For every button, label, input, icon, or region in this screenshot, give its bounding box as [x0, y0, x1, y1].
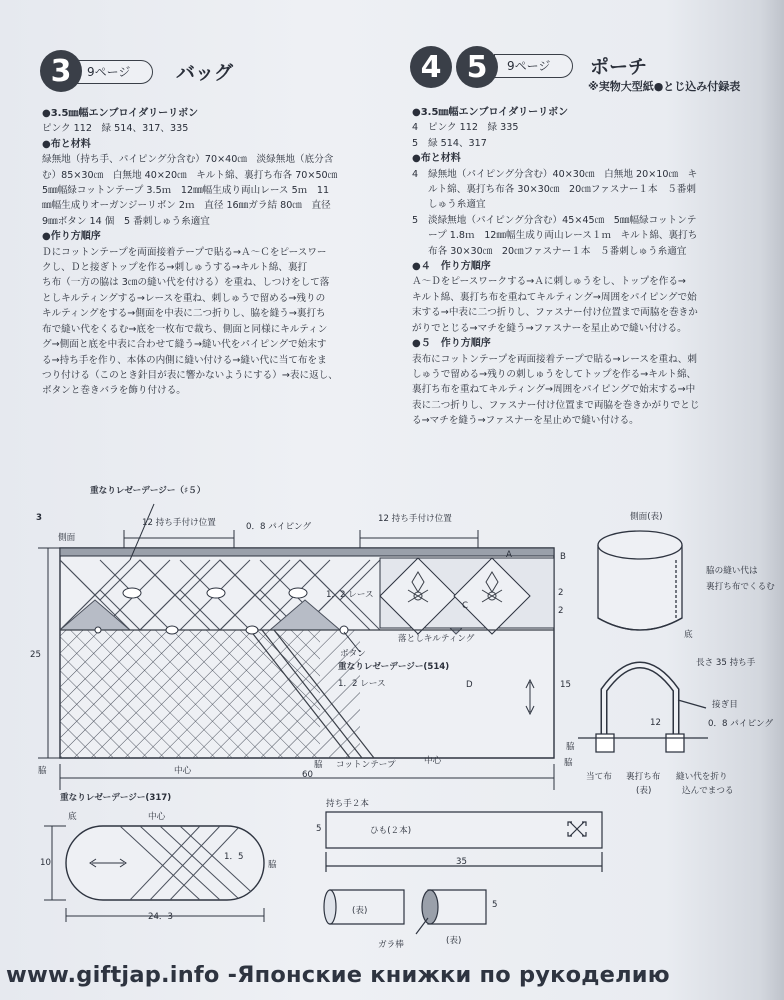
- left-ribbon-head: ●3.5㎜幅エンブロイダリーリボン: [42, 108, 199, 119]
- left-material-line: 緑無地（持ち手、パイピング分含む）70×40㎝ 淡緑無地（底分含: [42, 154, 334, 166]
- handle-len-label: 長さ 35 持ち手: [696, 658, 756, 668]
- seam-right: 脇: [564, 758, 573, 768]
- dim-5: 5: [316, 824, 322, 834]
- seam-mid: 脇: [314, 760, 323, 770]
- right-step5-line: しゅうで留める→残りの刺しゅうをしてトップを作る→キルト綿、: [412, 368, 697, 380]
- left-step-line: グ→側面と底を中表に合わせて縫う→縫い代をパイピングで始末す: [42, 339, 327, 351]
- left-step-line: 布で縫い代をくるむ→底を一枚布で裁ち、側面と同様にキルティン: [42, 323, 328, 335]
- left-step-line: としキルティングする→レースを重ね、刺しゅうで留める→残りの: [42, 292, 326, 304]
- handle-tubes: [324, 890, 486, 934]
- left-step-line: ち布（一方の脇は 3㎝の縫い代を付ける）を重ね、しつけをして落: [42, 277, 330, 289]
- fold-note-1: 縫い代を折り: [676, 772, 728, 782]
- left-step-line: クし、Ｄと接ぎトップを作る→刺しゅうする→キルト綿、裏打: [42, 262, 308, 274]
- tube-face-label: (表): [352, 906, 368, 916]
- dim-10: 10: [40, 858, 51, 868]
- dim-2b: 2: [558, 606, 564, 616]
- handle-title: 持ち手２本: [326, 799, 369, 809]
- left-steps-head: ●作り方順序: [42, 231, 101, 243]
- side-face-label: 側面(表): [630, 512, 663, 522]
- bottom-label: 底: [68, 812, 77, 822]
- patch-b-label: B: [560, 552, 566, 562]
- dim-5b: 5: [492, 900, 498, 910]
- right-step5-line: る→マチを縫う→ファスナーを星止めで縫い付ける。: [412, 415, 639, 427]
- right-step4-line: キルト綿、裏打ち布を重ねてキルティング→周囲をパイピングで始: [412, 291, 697, 303]
- row-line: 緑無地（パイピング分含む）40×30㎝ 白無地 20×10㎝ キ: [428, 168, 698, 180]
- right-title: ポーチ: [590, 56, 648, 78]
- right-step5-line: 裏打ち布を重ねてキルティング→周囲をパイピングで始末する→中: [412, 384, 696, 396]
- dim-35: 35: [456, 857, 467, 867]
- row-line: ルト綿、裏打ち布各 30×30㎝ 20㎝ファスナー１本 ５番刺: [428, 184, 696, 196]
- bottom-center-label: 中心: [148, 812, 166, 822]
- seam-right-sketch: 脇: [566, 742, 575, 752]
- cotton-tape-label: コットンテープ: [336, 760, 396, 770]
- left-material-line: 5㎜幅緑コットンテープ 3.5ｍ 12㎜幅生成り両山レース 5ｍ 11: [42, 185, 330, 197]
- bag-side-sketch: [578, 531, 708, 752]
- patch-a-label: A: [506, 550, 512, 560]
- left-step-line: ボタンと巻きバラを飾り付ける。: [42, 385, 186, 397]
- dim-243: 24．3: [148, 912, 173, 922]
- tube-face2-label: (表): [446, 936, 462, 946]
- row-line: 淡緑無地（パイピング分含む）45×45㎝ 5㎜幅緑コットンテ: [428, 214, 697, 226]
- left-step-line: つり付ける（このとき針目が表に響かないようにする）→表に返し、: [42, 369, 338, 381]
- joint-label: 接ぎ目: [712, 700, 738, 710]
- daisy-514-label: 重なりレゼーデージー(514): [338, 662, 450, 672]
- right-step5-line: 表に二つ折りし、ファスナー付け位置まで両脇を巻きかがりでとじ: [412, 399, 700, 411]
- right-steps4-head: ●４ 作り方順序: [412, 261, 491, 273]
- backing-label: 裏打ち布: [626, 772, 661, 782]
- right-page-ref: 9ページ: [494, 54, 573, 78]
- row-number: 4: [412, 168, 419, 180]
- watermark-footer: www.giftjap.info -Японские книжки по рукоделию: [6, 962, 670, 988]
- side-label: 側面: [58, 533, 76, 543]
- patch-c-label: C: [462, 601, 469, 611]
- fold-note-2: 込んでまつる: [682, 786, 734, 796]
- dim-60: 60: [302, 770, 313, 780]
- glass-rod-label: ガラ棒: [378, 940, 404, 950]
- bottom-right-label: 底: [684, 630, 693, 640]
- left-title: バッグ: [176, 62, 234, 84]
- left-step-line: Ｄにコットンテープを両面接着テープで貼る→Ａ～Ｃをピースワー: [42, 246, 327, 258]
- row-line: ープ 1.8ｍ 12㎜幅生成り両山レース１ｍ キルト綿、裏打ち: [428, 230, 698, 242]
- row-number: 4: [412, 122, 419, 134]
- right-step4-line: Ａ～Ｄをピースワークする→Ａに刺しゅうをし、トップを作る→: [412, 276, 686, 288]
- bottom-oval: [44, 826, 264, 922]
- dim-15: 15: [560, 680, 571, 690]
- left-number-badge: 3: [40, 50, 82, 92]
- seam-note-2: 裏打ち布でくるむ: [706, 582, 775, 592]
- seam-left: 脇: [38, 766, 47, 776]
- row-number: 5: [412, 137, 419, 149]
- right-subtitle: ※実物大型紙●とじ込み付録表: [588, 80, 741, 93]
- row-text: 緑 514、317: [428, 137, 487, 149]
- patch-d-label: D: [466, 680, 473, 690]
- piping-label: 0．8 パイピング: [246, 522, 312, 532]
- side-panel: [60, 548, 554, 758]
- left-material-line: 9㎜ボタン 14 個 5 番刺しゅう糸適宜: [42, 215, 210, 227]
- row-number: 5: [412, 214, 419, 226]
- left-materials-head: ●布と材料: [42, 138, 91, 150]
- right-number-badge-5: 5: [456, 46, 498, 88]
- handle-pos-right: 12 持ち手付け位置: [378, 514, 452, 524]
- drop-quilt-label: 落としキルティング: [398, 634, 475, 644]
- dim-15b: 1．5: [224, 852, 244, 862]
- right-materials-head: ●布と材料: [412, 153, 461, 165]
- row-line: しゅう糸適宜: [428, 199, 486, 211]
- row-line: 布各 30×30㎝ 20㎝ファスナー１本 ５番刺しゅう糸適宜: [428, 245, 687, 257]
- lace-label-a: 1．2 レース: [326, 590, 374, 600]
- lace-label-b: 1．2 レース: [338, 679, 386, 689]
- daisy-317-label: 重なりレゼーデージー(317): [60, 793, 172, 803]
- piping-right-label: 0．8 パイピング: [708, 719, 774, 729]
- right-step4-line: がりでとじる→マチを縫う→ファスナーを星止めで縫い付ける。: [412, 322, 687, 334]
- center-right: 中心: [424, 756, 442, 766]
- right-step5-line: 表布にコットンテープを両面接着テープで貼る→レースを重ね、刺: [412, 353, 697, 365]
- left-material-line: ㎜幅生成りオーガンジーリボン 2ｍ 直径 16㎜ガラ結 80㎝ 直径: [42, 200, 331, 212]
- dim-25: 25: [30, 650, 41, 660]
- dim-12: 12: [650, 718, 661, 728]
- right-step4-line: 末する→中表に二つ折りし、ファスナー付け位置まで両脇を巻きか: [412, 307, 698, 319]
- left-ribbon-colors: ピンク 112 緑 514、317、335: [42, 123, 189, 135]
- backing-face-label: (表): [636, 786, 652, 796]
- patch-label: 当て布: [586, 772, 612, 782]
- bottom-seam-label: 脇: [268, 860, 277, 870]
- dim-2a: 2: [558, 588, 564, 598]
- row-text: ピンク 112 緑 335: [428, 122, 519, 134]
- left-page-ref: 9ページ: [74, 60, 153, 84]
- right-steps5-head: ●５ 作り方順序: [412, 338, 491, 350]
- cord-label: ひも(２本): [370, 826, 412, 836]
- handle-pos-left: 12 持ち手付け位置: [142, 518, 216, 528]
- section-number: 3: [36, 513, 42, 523]
- right-number-badge-4: 4: [410, 46, 452, 88]
- left-step-line: る→持ち手を作り、本体の内側に縫い付ける→縫い代に当て布をま: [42, 354, 327, 366]
- button-label: ボタン: [340, 649, 366, 659]
- right-ribbon-head: ●3.5㎜幅エンブロイダリーリボン: [412, 107, 569, 118]
- daisy-top-label: 重なりレゼーデージー（♯５）: [90, 486, 206, 496]
- center-left: 中心: [174, 766, 192, 776]
- left-step-line: キルティングをする→側面を中表に二つ折りし、脇を縫う→裏打ち: [42, 308, 326, 320]
- seam-note-1: 脇の縫い代は: [706, 566, 758, 576]
- left-material-line: む）85×30㎝ 白無地 40×20㎝ キルト綿、裏打ち布各 70×50㎝: [42, 169, 338, 181]
